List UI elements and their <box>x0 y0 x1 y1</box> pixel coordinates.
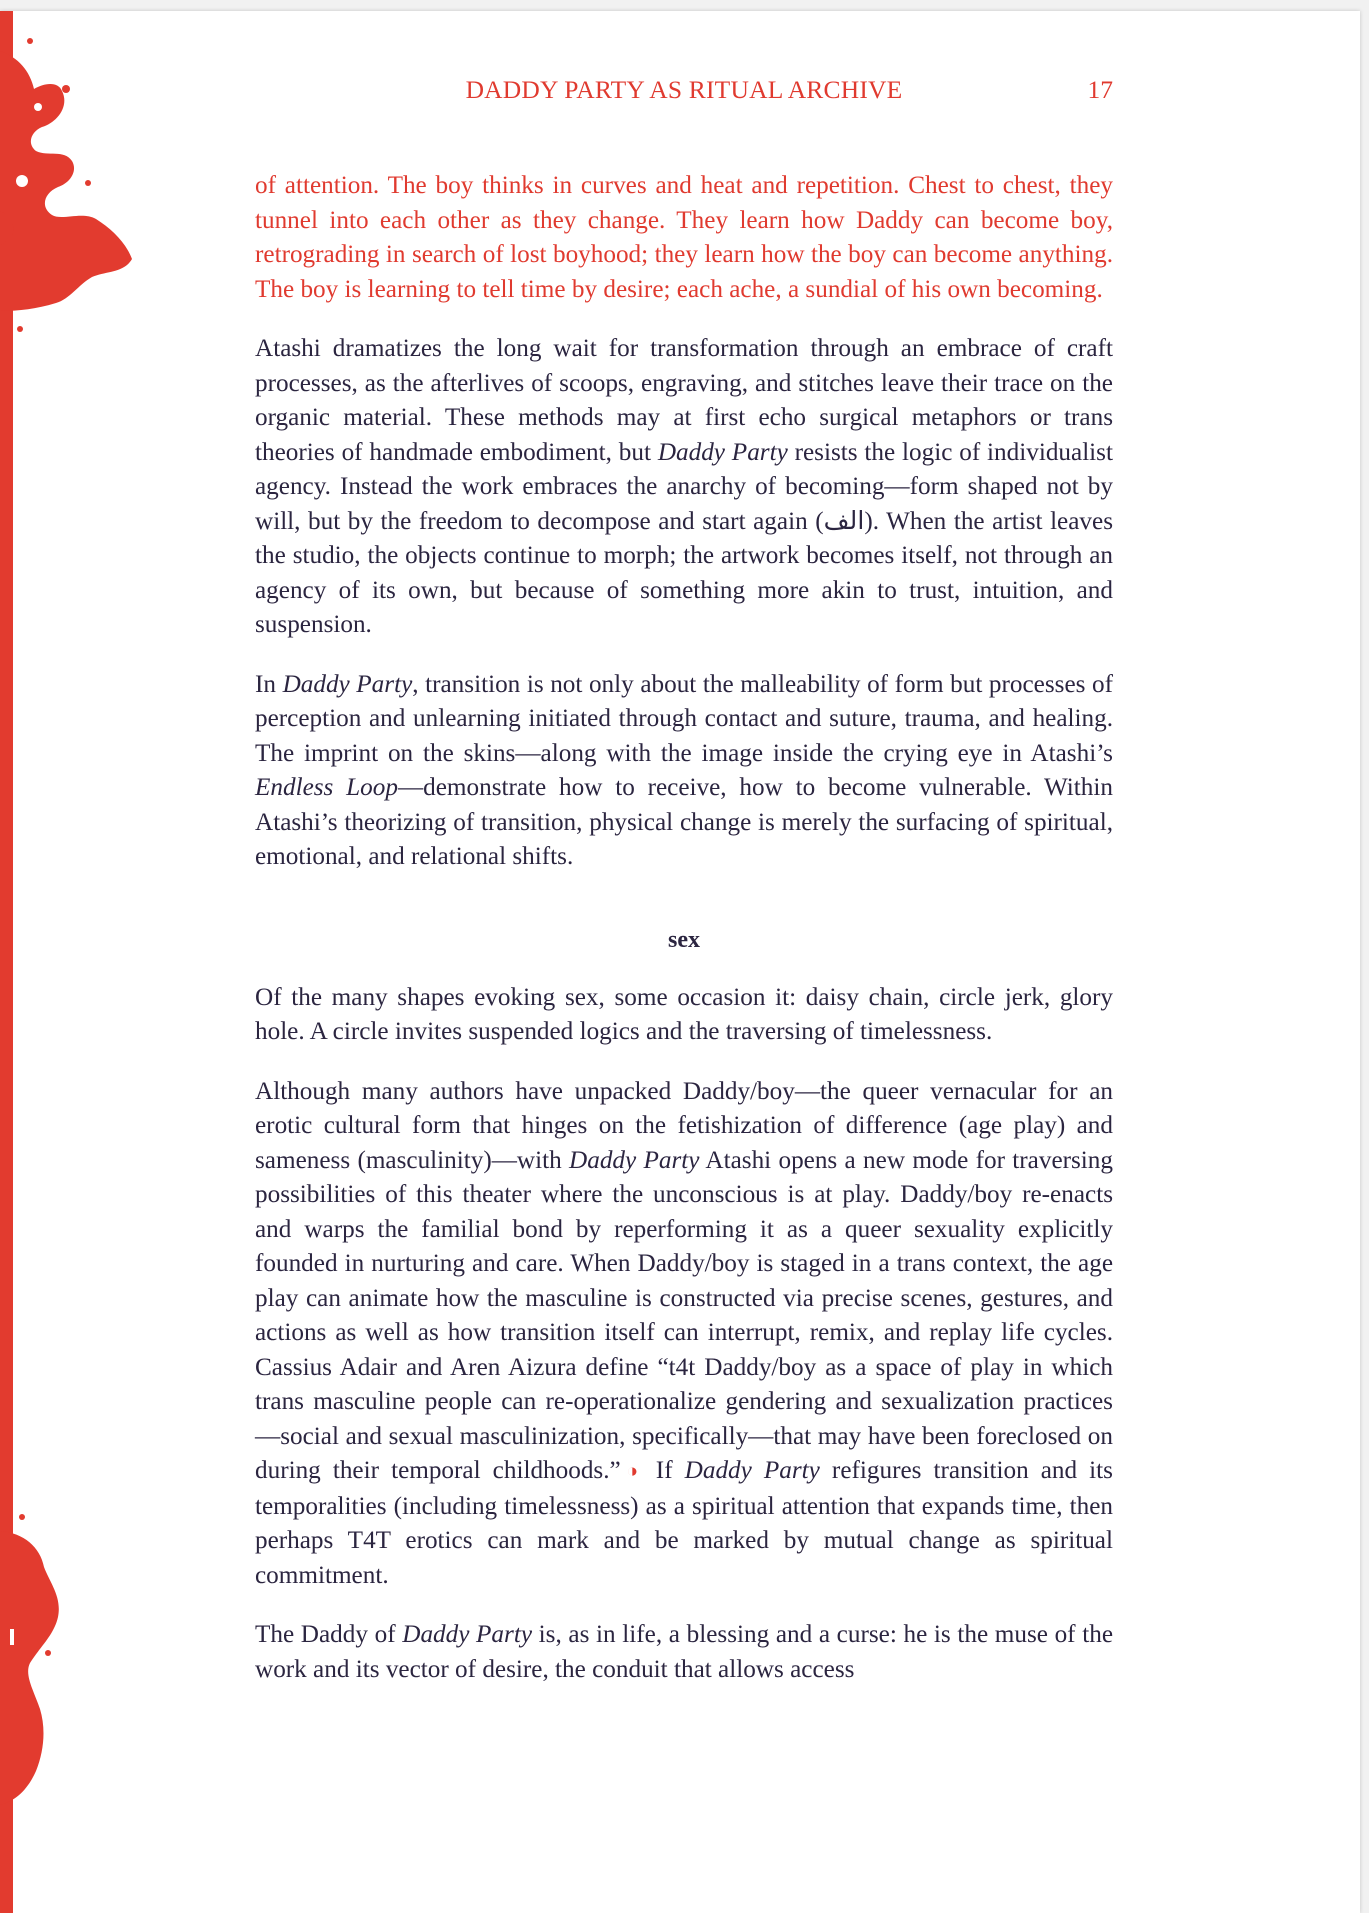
paragraph-shapes: Of the many shapes evoking sex, some occasion it: daisy chain, circle jerk, glory hole. A circle invites suspended logics and the traversing of timelessness. <box>255 983 1113 1045</box>
work-title: Daddy Party <box>282 670 413 698</box>
paragraph-daddy-boy: Although many authors have unpacked Daddy/boy—the queer vernacular for an erotic cultural form that hinges on the fetishization of difference (age play) and sameness (masculinity)—with Daddy Party Atashi opens a new mode for traversing possibilities of this theater where the unconscious is at play. Daddy/boy re-enacts and warps the familial bond by reperforming it as a queer sexuality explicitly founded in nurturing and care. When Daddy/boy is staged in a trans context, the age play can animate how the masculine is constructed via precise scenes, gestures, and actions as well as how transition itself can interrupt, remix, and replay life cycles. Cassius Adair and Aren Aizura define “t4t Daddy/boy as a space of play in which trans masculine people can re-operationalize gendering and sexualization practices—social and sexual masculinization, specifically—that may have been foreclosed on during their temporal childhoods.”◑ If Daddy Party refigures transition and its temporalities (including timelessness) as a spiritual attention that expands time, then perhaps T4T erotics can mark and be marked by mutual change as spiritual commitment. <box>255 1077 1113 1589</box>
red-ink-edge-decoration <box>0 11 150 1913</box>
work-title: Daddy Party <box>657 438 788 466</box>
running-header <box>255 75 1113 115</box>
paragraph-transition: In Daddy Party, transition is not only about the malleability of form but processes of perception and unlearning initiated through contact and suture, trauma, and healing. The imprint on the skins—along with the image inside the crying eye in Atashi’s Endless Loop—demonstrate how to receive, how to become vulnerable. Within Atashi’s theorizing of transition, physical change is merely the surfacing of spiritual, emotional, and relational shifts. <box>255 670 1113 870</box>
paragraph-the-daddy: The Daddy of Daddy Party is, as in life, a blessing and a curse: he is the muse of the work and its vector of desire, the conduit that allows access <box>255 1621 1113 1683</box>
paragraph-continued: of attention. The boy thinks in curves and heat and repetition. Chest to chest, they tunnel into each other as they change. They learn how Daddy can become boy, retrograding in search of lost boyhood; they learn how the boy can become anything. The boy is learning to tell time by desire; each ache, a sundial of his own becoming. <box>255 172 1113 303</box>
page-number: 17 <box>1087 75 1113 104</box>
book-page <box>0 11 1360 1913</box>
paragraph-craft-processes: Atashi dramatizes the long wait for transformation through an embrace of craft processes, as the afterlives of scoops, engraving, and stitches leave their trace on the organic material. These methods may at first echo surgical metaphors or trans theories of handmade embodiment, but Daddy Party resists the logic of individualist agency. Instead the work embraces the anarchy of becoming—form shaped not by will, but by the freedom to decompose and start again (الف). When the artist leaves the studio, the objects continue to morph; the artwork becomes itself, not through an agency of its own, but because of something more akin to trust, intuition, and suspension. <box>255 335 1113 638</box>
work-title: Endless Loop <box>255 774 398 801</box>
arabic-word: الف <box>823 507 865 535</box>
section-heading: sex <box>668 926 700 953</box>
running-title: DADDY PARTY AS RITUAL ARCHIVE <box>465 75 903 104</box>
work-title: Daddy Party <box>684 1457 820 1484</box>
work-title: Daddy Party <box>569 1146 700 1174</box>
half-filled-circle-icon[interactable]: ◑ <box>620 1461 644 1482</box>
work-title: Daddy Party <box>402 1621 533 1648</box>
body-text <box>255 169 1113 1687</box>
